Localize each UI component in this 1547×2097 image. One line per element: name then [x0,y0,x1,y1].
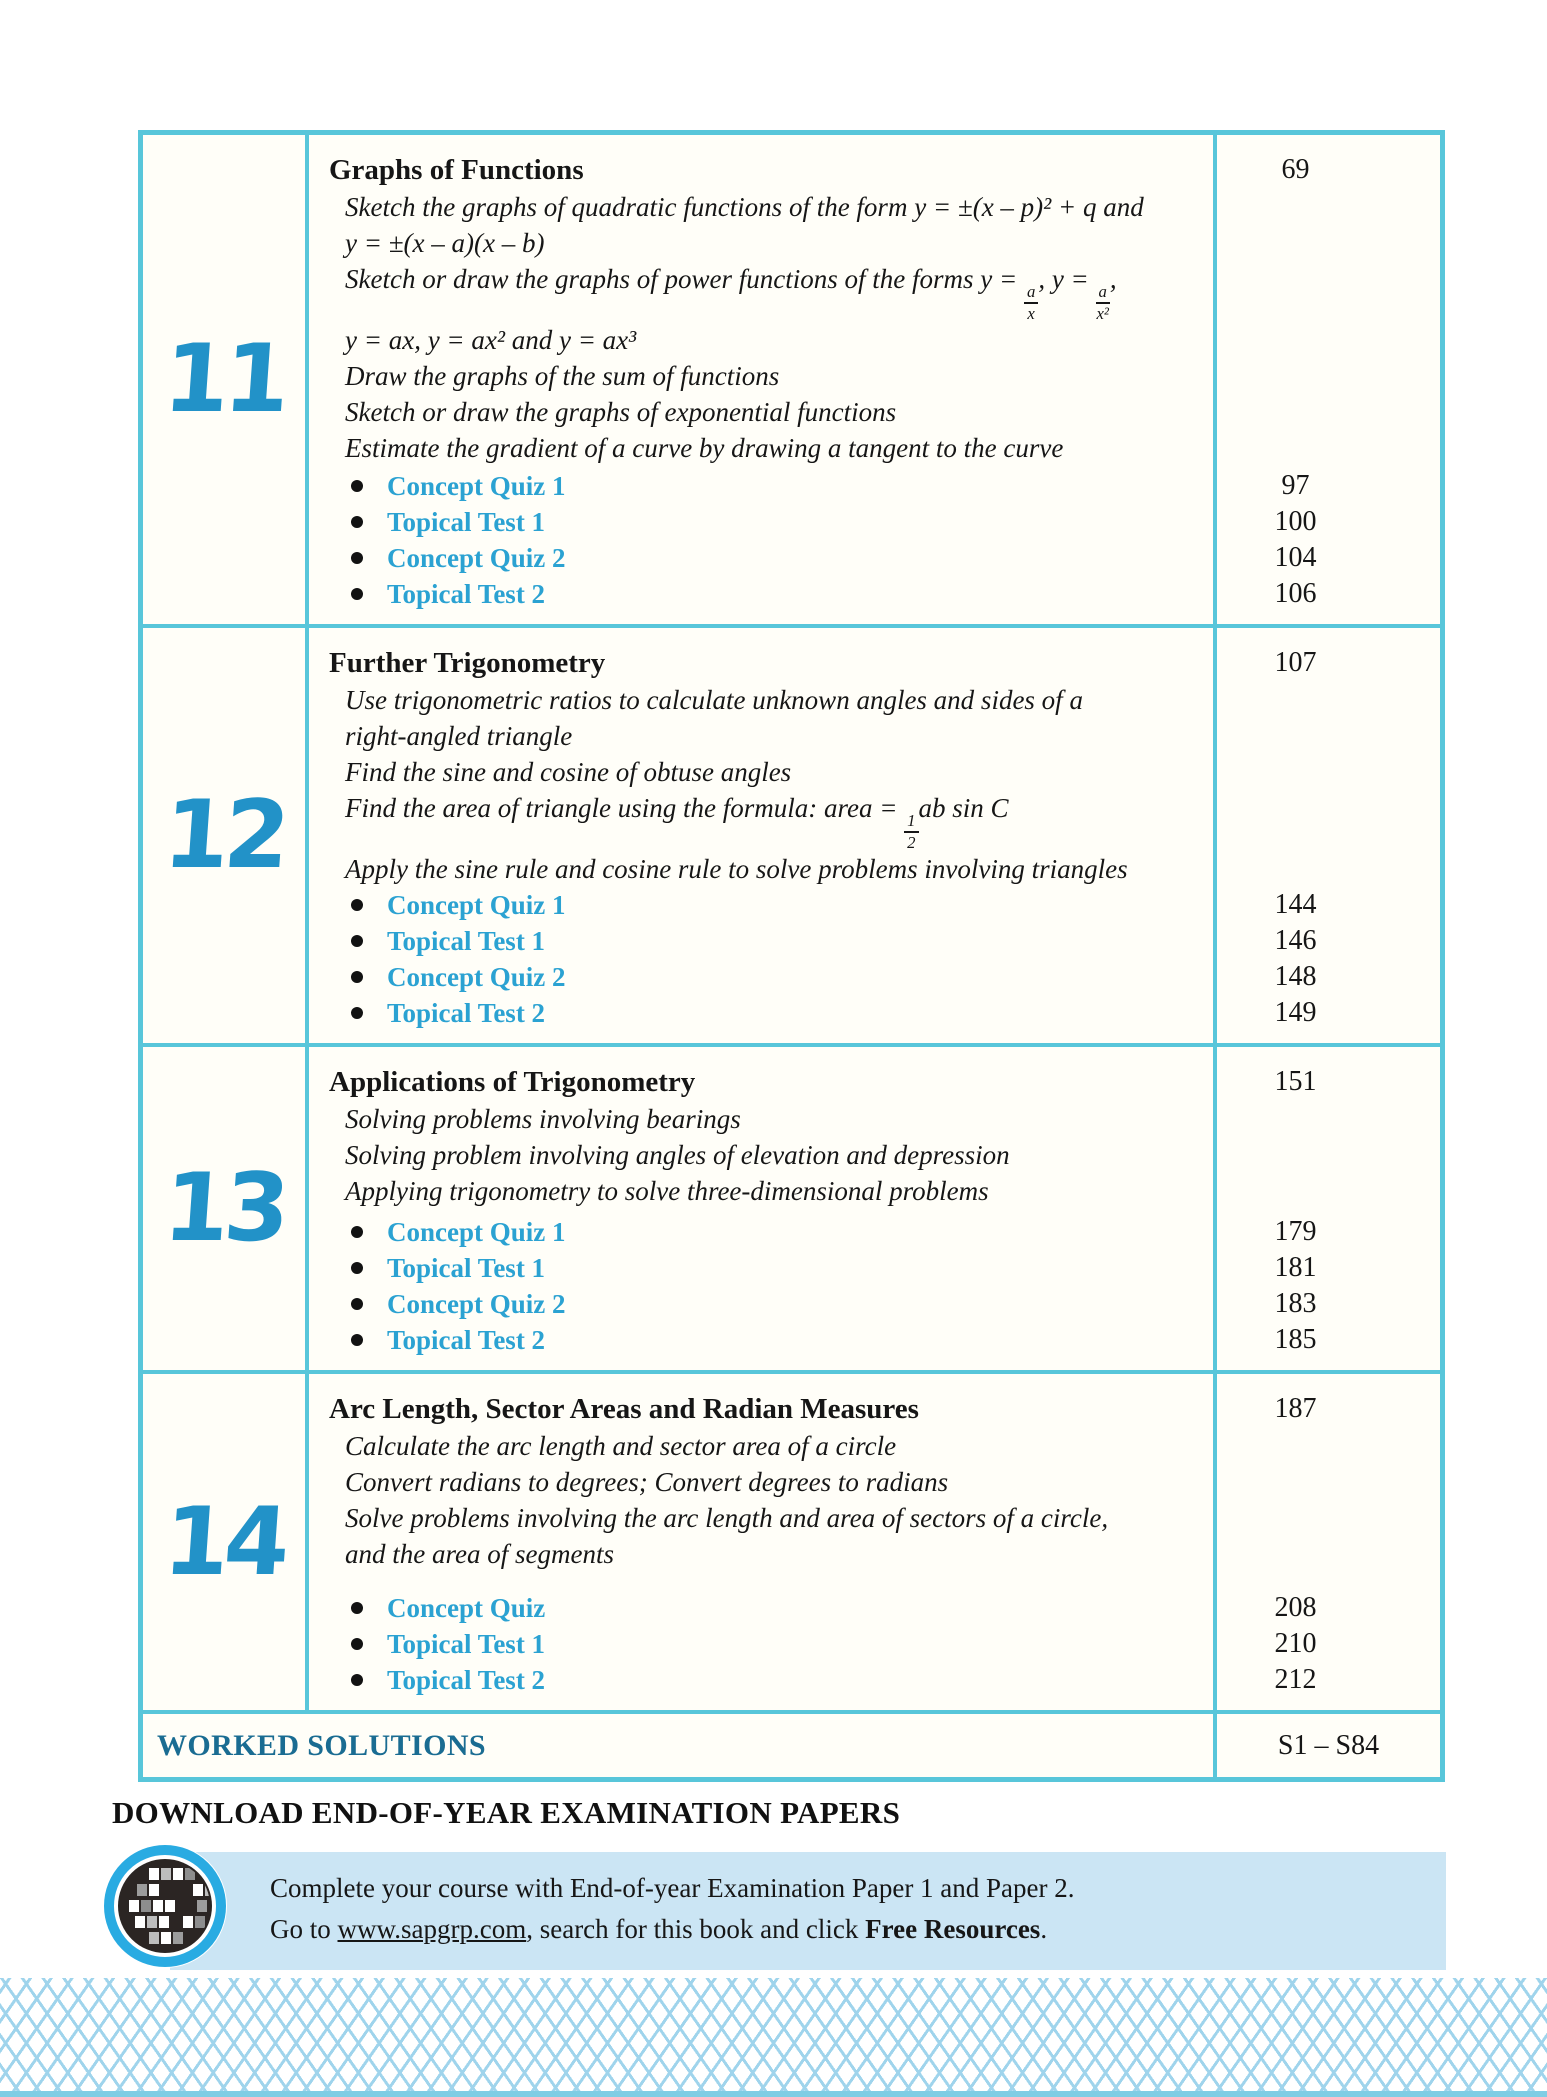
quiz-item [329,1662,1205,1698]
bullet-icon [351,552,363,564]
bullet-icon [351,1262,363,1274]
quiz-label: Concept Quiz 2 [387,1288,566,1319]
objective-line: Calculate the arc length and sector area of a circle [345,1431,897,1462]
chapter-page-number: 107 [1274,647,1317,678]
chapter-number-cell [143,1047,305,1370]
objective-line: Draw the graphs of the sum of functions [345,361,780,392]
chapter-content-cell [305,1047,1213,1370]
bullet-icon [351,935,363,947]
objective-line: Applying trigonometry to solve three-dimensional problems [345,1176,989,1207]
quiz-item [329,923,1205,959]
quiz-label: Concept Quiz 2 [387,961,566,992]
chapter-number: 13 [159,1154,289,1264]
objective-line: Find the area of triangle using the formula: area = $\frac{1}{2}$ ab sin C [345,793,1009,852]
bullet-icon [351,1298,363,1310]
quiz-page-number: 181 [1274,1252,1317,1284]
objective-line: Solve problems involving the arc length and area of sectors of a circle, [345,1503,1109,1534]
quiz-label: Topical Test 2 [387,1324,546,1355]
quiz-list [329,1214,1205,1358]
chapter-content-cell [305,628,1213,1043]
toc-chapter-row [143,1370,1440,1710]
objective-line: y = ±(x – a)(x – b) [345,228,545,258]
quiz-list [329,1590,1205,1698]
quiz-item [329,468,1205,504]
quiz-item [329,540,1205,576]
chapter-page-number: 187 [1274,1393,1317,1425]
chapter-pages-cell [1213,1374,1440,1710]
bullet-icon [351,588,363,600]
quiz-item [329,887,1205,923]
chapter-number-cell [143,135,305,624]
worked-solutions-cell [143,1714,1213,1777]
bullet-icon [351,1007,363,1019]
quiz-page-number: 106 [1274,578,1317,609]
chapter-pages-cell [1213,135,1440,624]
fraction: $\frac{1}{2}$ [904,812,918,851]
quiz-page-list [1217,887,1374,1031]
fraction: $\frac{a}{\text{x²}}$ [1096,282,1109,323]
chapter-number: 14 [159,1487,289,1597]
objective-line: Use trigonometric ratios to calculate unknown angles and sides of a [345,685,1083,715]
chapter-title: Applications of Trigonometry [329,1066,696,1099]
quiz-item [329,959,1205,995]
mosaic-circle-icon [101,1842,229,1970]
objective-line: Sketch or draw the graphs of power functions of the forms y = $\frac{a}{x}$ , y = $\frac{a}{\text{x²}}$ , [345,264,1117,323]
quiz-label: Topical Test 1 [387,506,546,537]
quiz-page-number: 212 [1274,1664,1317,1696]
chapter-pages-cell [1213,628,1440,1043]
bullet-icon [351,971,363,983]
bullet-icon [351,899,363,911]
quiz-label: Concept Quiz [387,1592,546,1623]
quiz-page-number: 100 [1274,506,1317,537]
quiz-item [329,504,1205,540]
quiz-item [329,1214,1205,1250]
chapter-number: 12 [159,781,289,891]
objective-line: Apply the sine rule and cosine rule to solve problems involving triangles [345,854,1128,885]
chapter-title: Further Trigonometry [329,647,606,679]
download-heading: DOWNLOAD END-OF-YEAR EXAMINATION PAPERS [112,1795,901,1830]
quiz-item [329,1626,1205,1662]
worked-solutions-row [143,1710,1440,1777]
quiz-page-list [1217,468,1374,612]
quiz-item [329,1250,1205,1286]
toc-chapter-row [143,135,1440,624]
worked-solutions-page-range: S1 – S84 [1277,1729,1380,1761]
quiz-page-list [1217,1214,1374,1358]
quiz-label: Topical Test 1 [387,1628,546,1659]
quiz-page-list [1217,1590,1374,1698]
objective-line: Estimate the gradient of a curve by drawing a tangent to the curve [345,433,1064,464]
bullet-icon [351,1334,363,1346]
chapter-number: 11 [159,325,289,434]
objective-line: Sketch the graphs of quadratic functions of the form y = ±(x – p)² + q and [345,192,1144,222]
objective-line: Find the sine and cosine of obtuse angles [345,757,792,787]
chapter-pages-cell [1213,1047,1440,1370]
bullet-icon [351,1226,363,1238]
objective-line: right-angled triangle [345,721,573,751]
bullet-icon [351,1674,363,1686]
quiz-page-number: 97 [1281,470,1310,501]
info-line-1: Complete your course with End-of-year Examination Paper 1 and Paper 2. [270,1873,1075,1903]
table-of-contents [138,130,1445,1782]
quiz-page-number: 149 [1274,997,1317,1029]
chapter-page-number: 69 [1281,154,1310,185]
quiz-item [329,1322,1205,1358]
chapter-content-cell [305,1374,1213,1710]
quiz-list [329,468,1205,612]
bullet-icon [351,1638,363,1650]
bullet-icon [351,480,363,492]
quiz-label: Topical Test 2 [387,1664,546,1695]
bottom-accent-line [0,2091,1547,2097]
chapter-number-cell [143,1374,305,1710]
quiz-page-number: 185 [1274,1324,1317,1356]
chapter-title: Arc Length, Sector Areas and Radian Measures [329,1393,919,1426]
chapter-content-cell [305,135,1213,624]
toc-chapter-row [143,1043,1440,1370]
quiz-list [329,887,1205,1031]
objective-line: Sketch or draw the graphs of exponential functions [345,397,897,428]
objective-line: and the area of segments [345,1539,614,1570]
objective-line: Solving problem involving angles of elevation and depression [345,1140,1010,1171]
toc-chapter-row [143,624,1440,1043]
quiz-page-number: 183 [1274,1288,1317,1320]
worked-solutions-label: WORKED SOLUTIONS [157,1728,486,1762]
quiz-page-number: 148 [1274,961,1317,993]
quiz-item [329,1286,1205,1322]
quiz-label: Concept Quiz 1 [387,889,566,920]
quiz-label: Topical Test 2 [387,578,546,609]
quiz-page-number: 104 [1274,542,1317,573]
quiz-label: Concept Quiz 1 [387,1216,566,1247]
bullet-icon [351,516,363,528]
chapter-number-cell [143,628,305,1043]
quiz-page-number: 208 [1274,1592,1317,1624]
quiz-label: Concept Quiz 1 [387,470,566,501]
free-resources-info-box [170,1852,1446,1970]
quiz-label: Topical Test 1 [387,1252,546,1283]
quiz-page-number: 210 [1274,1628,1317,1660]
quiz-page-number: 144 [1274,889,1317,921]
website-link[interactable]: www.sapgrp.com [337,1914,527,1944]
quiz-page-number: 146 [1274,925,1317,957]
fraction: $\frac{a}{x}$ [1024,283,1038,322]
quiz-label: Concept Quiz 2 [387,542,566,573]
quiz-item [329,576,1205,612]
objective-line: y = ax, y = ax² and y = ax³ [345,325,637,356]
quiz-label: Topical Test 1 [387,925,546,956]
chapter-title: Graphs of Functions [329,154,584,186]
quiz-item [329,1590,1205,1626]
objective-line: Solving problems involving bearings [345,1104,741,1135]
quiz-item [329,995,1205,1031]
bullet-icon [351,1602,363,1614]
chapter-page-number: 151 [1274,1066,1317,1098]
decorative-crosshatch-band [0,1978,1547,2097]
objective-line: Convert radians to degrees; Convert degrees to radians [345,1467,949,1498]
info-line-2: Go to www.sapgrp.com, search for this book and click Free Resources. [270,1914,1048,1944]
quiz-label: Topical Test 2 [387,997,546,1028]
quiz-page-number: 179 [1274,1216,1317,1248]
worked-solutions-pages-cell [1213,1714,1440,1777]
